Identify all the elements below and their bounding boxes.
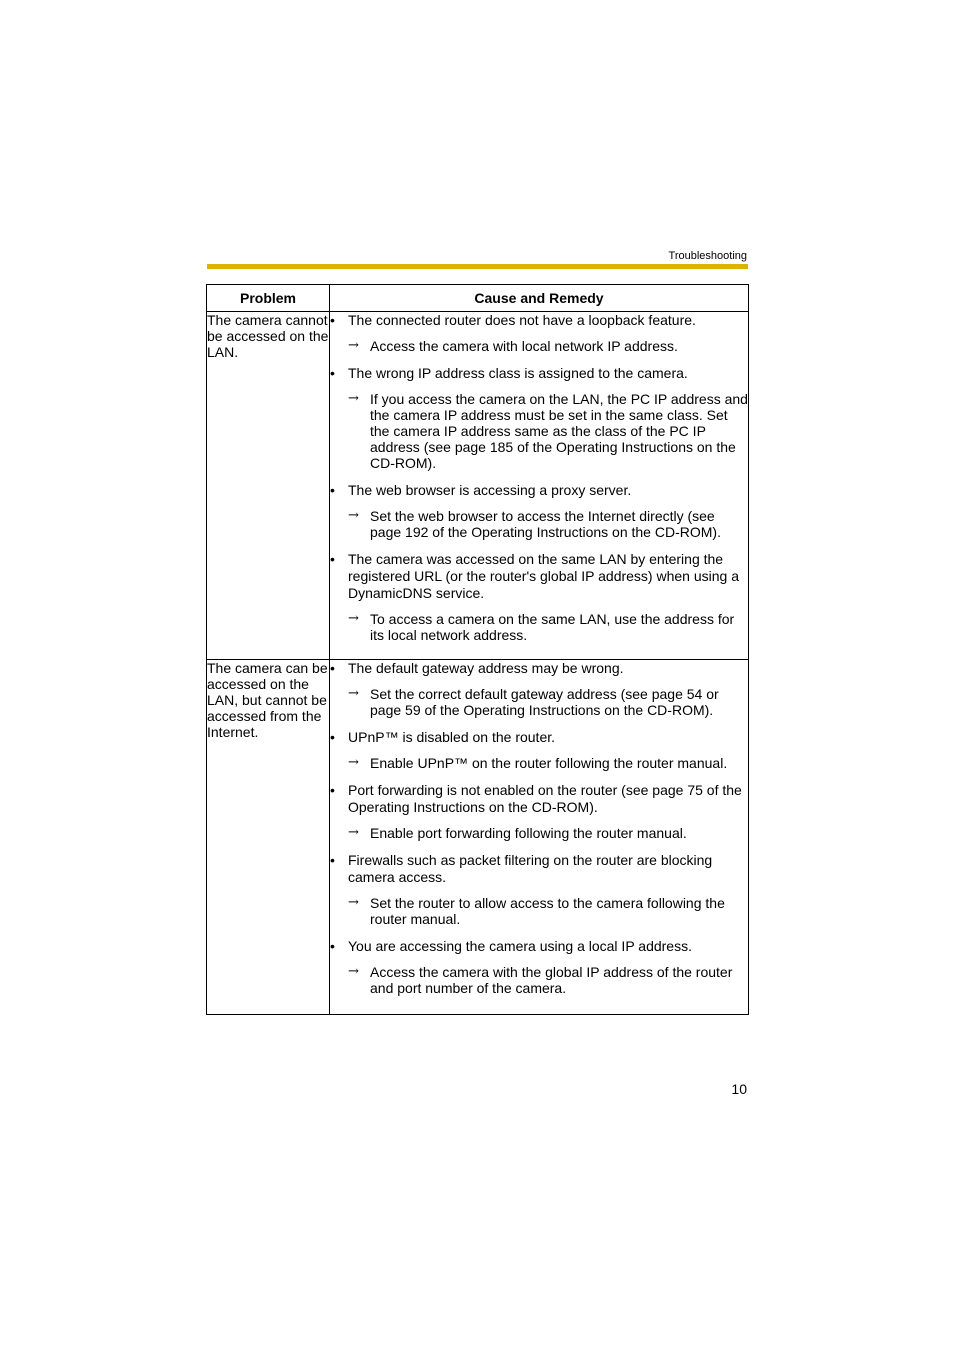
remedy-item <box>330 611 748 643</box>
cause-text: The wrong IP address class is assigned to the camera. <box>348 365 688 381</box>
cause-text: The web browser is accessing a proxy server. <box>348 482 632 498</box>
cause-text: Port forwarding is not enabled on the router (see page 75 of the Operating Instructions on the CD-ROM). <box>348 782 742 815</box>
arrow-icon: → <box>348 611 359 626</box>
cause-item <box>330 729 748 746</box>
cause-remedy-cell <box>330 312 749 660</box>
remedy-item <box>330 964 748 996</box>
remedy-item <box>330 686 748 718</box>
cause-item <box>330 551 748 602</box>
section-label: Troubleshooting <box>668 250 747 262</box>
cause-text: The connected router does not have a loopback feature. <box>348 312 696 328</box>
table-row <box>207 660 749 1015</box>
bullet-icon: • <box>330 782 335 798</box>
remedy-item <box>330 391 748 471</box>
remedy-item <box>330 755 748 771</box>
cause-remedy-cell <box>330 660 749 1015</box>
remedy-item <box>330 895 748 927</box>
cause-item <box>330 938 748 955</box>
header-rule <box>207 264 748 269</box>
table-row <box>207 312 749 660</box>
cause-item <box>330 782 748 816</box>
remedy-text: Access the camera with local network IP address. <box>370 338 678 354</box>
column-header-cause-remedy: Cause and Remedy <box>330 285 749 312</box>
remedy-text: Set the web browser to access the Internet directly (see page 192 of the Operating Instructions on the CD-ROM). <box>370 508 721 540</box>
problem-cell: The camera cannot be accessed on the LAN. <box>207 312 330 660</box>
remedy-text: Set the router to allow access to the camera following the router manual. <box>370 895 725 927</box>
bullet-icon: • <box>330 660 335 676</box>
arrow-icon: → <box>348 508 359 523</box>
bullet-icon: • <box>330 482 335 498</box>
column-header-problem: Problem <box>207 285 330 312</box>
page-number: 10 <box>731 1081 747 1097</box>
cause-item <box>330 852 748 886</box>
problem-cell: The camera can be accessed on the LAN, but cannot be accessed from the Internet. <box>207 660 330 1015</box>
arrow-icon: → <box>348 964 359 979</box>
table-header-row <box>207 285 749 312</box>
cause-item <box>330 365 748 382</box>
remedy-item <box>330 825 748 841</box>
arrow-icon: → <box>348 755 359 770</box>
bullet-icon: • <box>330 729 335 745</box>
arrow-icon: → <box>348 338 359 353</box>
bullet-icon: • <box>330 938 335 954</box>
cause-text: You are accessing the camera using a local IP address. <box>348 938 692 954</box>
troubleshooting-table <box>206 284 749 1015</box>
remedy-item <box>330 338 748 354</box>
bullet-icon: • <box>330 312 335 328</box>
arrow-icon: → <box>348 895 359 910</box>
remedy-item <box>330 508 748 540</box>
remedy-text: To access a camera on the same LAN, use the address for its local network address. <box>370 611 735 643</box>
cause-item <box>330 482 748 499</box>
remedy-text: Set the correct default gateway address (see page 54 or page 59 of the Operating Instructions on the CD-ROM). <box>370 686 719 718</box>
remedy-text: Enable UPnP™ on the router following the router manual. <box>370 755 728 771</box>
arrow-icon: → <box>348 391 359 406</box>
remedy-text: Enable port forwarding following the router manual. <box>370 825 687 841</box>
remedy-text: Access the camera with the global IP address of the router and port number of the camera. <box>370 964 733 996</box>
cause-item <box>330 660 748 677</box>
cause-text: The default gateway address may be wrong. <box>348 660 624 676</box>
cause-text: Firewalls such as packet filtering on the router are blocking camera access. <box>348 852 713 885</box>
cause-text: The camera was accessed on the same LAN by entering the registered URL (or the router's global IP address) when using a DynamicDNS service. <box>348 551 739 601</box>
arrow-icon: → <box>348 686 359 701</box>
cause-text: UPnP™ is disabled on the router. <box>348 729 556 745</box>
bullet-icon: • <box>330 852 335 868</box>
bullet-icon: • <box>330 365 335 381</box>
bullet-icon: • <box>330 551 335 567</box>
arrow-icon: → <box>348 825 359 840</box>
cause-item <box>330 312 748 329</box>
remedy-text: If you access the camera on the LAN, the PC IP address and the camera IP address must be set in the same class. Set the camera IP address same as the class of the PC IP address (see page 185 of the Operating Instructions on the CD-ROM). <box>370 391 748 471</box>
